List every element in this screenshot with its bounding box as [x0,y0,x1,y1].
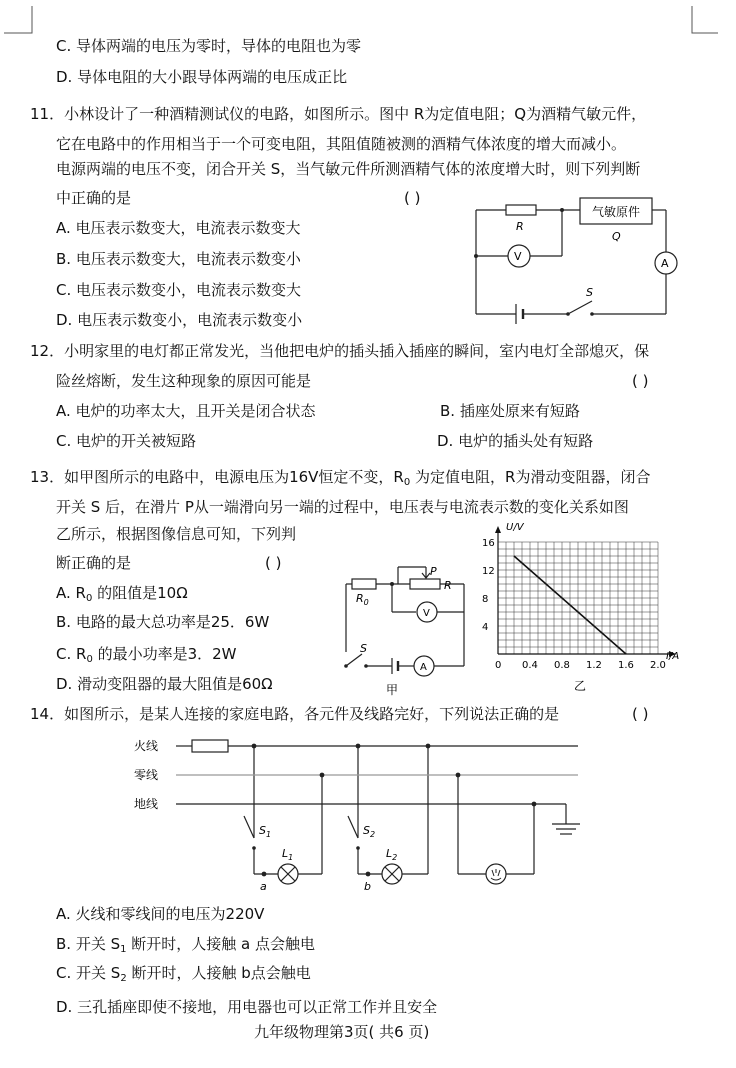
q13-caption-yi: 乙 [574,679,587,693]
q13-ammeter-label: A [420,662,427,673]
q13-option-b: B. 电路的最大总功率是25．6W [56,613,270,631]
crop-marks [0,0,736,40]
q12-answer-paren: ( ) [632,372,649,390]
q14-stem-line1: 14．如图所示，是某人连接的家庭电路，各元件及线路完好，下列说法正确的是 [30,705,560,723]
q13-stem-line1: 13．如甲图所示的电路中，电源电压为16V恒定不变，$R_0$ 为定值电阻，R为滑动变阻器，闭合 [30,468,651,488]
q14-label-live: 火线 [134,739,159,753]
q10-option-d: D. 导体电阻的大小跟导体两端的电压成正比 [56,68,348,86]
y-tick-label: 16 [482,538,495,549]
q14-label-neutral: 零线 [134,768,159,782]
q11-answer-paren: ( ) [404,189,421,207]
y-tick-label: 12 [482,566,495,577]
q14-label-s2: $S_2$ [363,824,376,839]
chart-grid [498,542,658,654]
q12-option-d: D. 电炉的插头处有短路 [437,432,594,450]
x-tick-label: 1.2 [586,660,602,671]
q14-answer-paren: ( ) [632,705,649,723]
q13-caption-jia: 甲 [386,683,399,697]
x-tick-label: 0.8 [554,660,570,671]
q11-stem-line2: 它在电路中的作用相当于一个可变电阻，其阻值随被测的酒精气体浓度的增大而减小。 [56,135,627,153]
q12-stem-line2: 险丝熔断，发生这种现象的原因可能是 [56,372,312,390]
y-axis-arrow [495,526,501,533]
q14-point-b: b [364,880,371,893]
q11-ammeter-label: A [661,257,669,270]
q11-voltmeter-label: V [514,250,522,263]
q11-option-d: D. 电压表示数变小，电流表示数变小 [56,311,303,329]
y-tick-label: 8 [482,594,489,605]
q10-option-c: C. 导体两端的电压为零时，导体的电阻也为零 [56,37,362,55]
q11-stem-line3: 电源两端的电压不变，闭合开关 S，当气敏元件所测酒精气体的浓度增大时，则下列判断 [56,160,641,178]
q11-stem-line4: 中正确的是 [56,189,132,207]
q14-label-l1: $L_1$ [282,847,294,862]
q11-label-r: R [516,220,524,233]
q13-option-d: D. 滑动变阻器的最大阻值是60Ω [56,675,273,693]
q11-option-c: C. 电压表示数变小，电流表示数变大 [56,281,302,299]
x-tick-label: 0 [495,660,502,671]
q13-label-s: S [360,642,367,655]
x-tick-label: 2.0 [650,660,666,671]
q14-label-l2: $L_2$ [386,847,398,862]
x-tick-label: 0.4 [522,660,538,671]
q14-option-a: A. 火线和零线间的电压为220V [56,905,265,923]
q13-stem-line4: 断正确的是 [56,554,132,572]
page-footer: 九年级物理第3页( 共6 页) [254,1023,430,1041]
q12-option-b: B. 插座处原来有短路 [440,402,580,420]
q13-voltmeter-label: V [423,608,430,619]
q12-option-c: C. 电炉的开关被短路 [56,432,197,450]
chart-ticks [482,538,666,671]
q14-option-c: C. 开关 $S_2$ 断开时，人接触 b点会触电 [56,964,311,984]
q13-stem-line2: 开关 S 后，在滑片 P从一端滑向另一端的过程中，电压表与电流表示数的变化关系如图 [56,498,629,516]
q11-stem-line1: 11．小林设计了一种酒精测试仪的电路，如图所示。图中 R为定值电阻；Q为酒精气敏元件， [30,105,647,123]
chart-y-label: U/V [506,522,524,533]
q11-label-sensor: 气敏原件 [592,205,641,219]
chart-x-label: I/A [666,651,680,662]
q11-circuit-diagram [468,190,690,330]
q13-label-r0: $R_0$ [356,592,369,607]
q14-option-b: B. 开关 $S_1$ 断开时，人接触 a 点会触电 [56,935,315,955]
y-tick-label: 4 [482,622,489,633]
q13-circuit-jia [332,562,474,698]
q13-ui-graph [476,518,690,696]
q13-stem-line3: 乙所示，根据图像信息可知，下列判 [56,525,297,543]
q13-answer-paren: ( ) [265,554,282,572]
q11-option-a: A. 电压表示数变大，电流表示数变大 [56,219,301,237]
q11-option-b: B. 电压表示数变大，电流表示数变小 [56,250,301,268]
q13-option-a: A. $R_0$ 的阻值是10Ω [56,584,188,604]
q12-option-a: A. 电炉的功率太大，且开关是闭合状态 [56,402,316,420]
q14-option-d: D. 三孔插座即使不接地，用电器也可以正常工作并且安全 [56,998,438,1016]
q13-label-p: P [430,565,437,578]
q13-label-r: R [444,579,452,592]
x-tick-label: 1.6 [618,660,634,671]
q11-label-s: S [586,286,593,299]
q14-point-a: a [260,880,267,893]
q11-label-q: Q [612,230,621,243]
q14-label-ground: 地线 [134,797,159,811]
q14-household-circuit [132,730,582,894]
q12-stem-line1: 12．小明家里的电灯都正常发光，当他把电炉的插头插入插座的瞬间，室内电灯全部熄灭，保 [30,342,650,360]
q14-label-s1: $S_1$ [259,824,272,839]
q13-option-c: C. $R_0$ 的最小功率是3．2W [56,645,237,665]
